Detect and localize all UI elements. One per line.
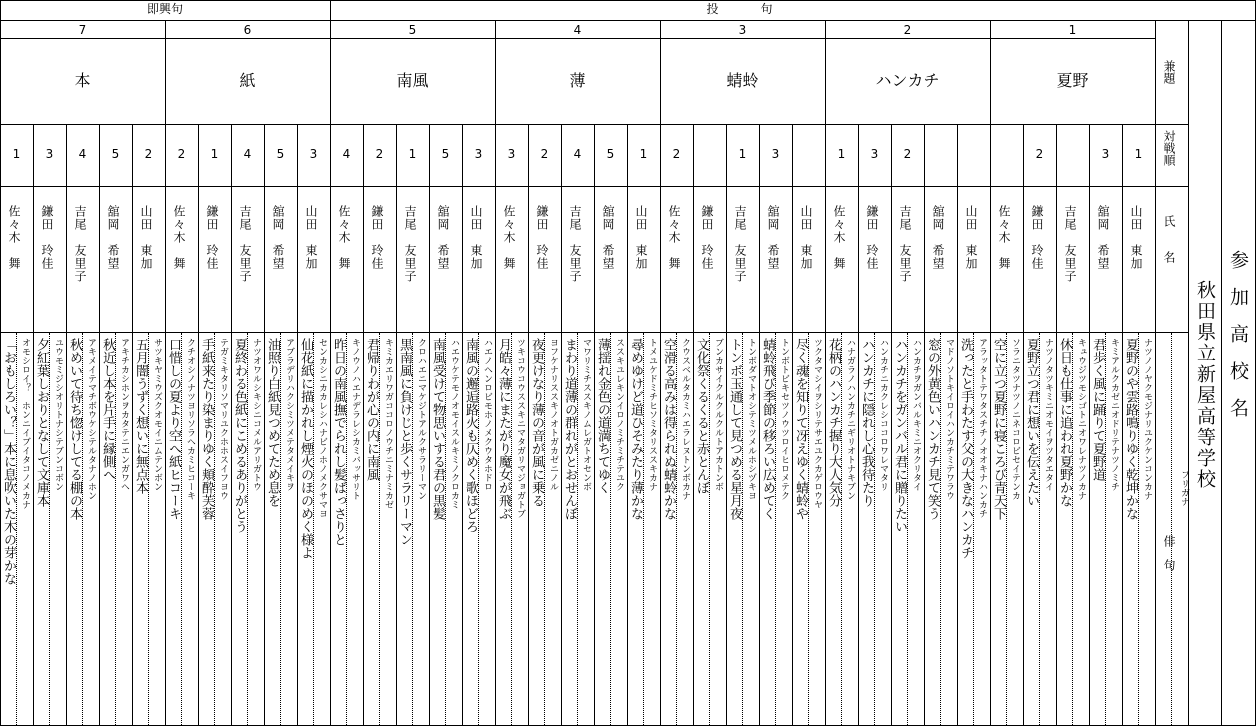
match-order: 3 xyxy=(474,147,483,161)
furigana-separator xyxy=(214,333,215,725)
haiku-furigana: サツキヤミウズクオモイニムテンボン xyxy=(152,338,162,491)
match-order: 1 xyxy=(408,147,417,161)
haiku-text: 夕紅葉しおりとなして文庫本 xyxy=(34,338,49,507)
haiku-text: 君歩く風に踊りて夏野道 xyxy=(1090,338,1105,481)
corner-line xyxy=(1155,20,1256,21)
entrant-name: 山田 東加 xyxy=(304,205,318,270)
haiku-furigana: ブンカサイクルクルクルトアカトンボ xyxy=(713,338,723,491)
haiku-furigana: マドノソトキイロイハンカチミテワラウ xyxy=(944,338,954,500)
label-furigana-separator xyxy=(1171,333,1172,725)
haiku-furigana: クロハエニマケジトアルクサラリーマン xyxy=(416,338,426,500)
haiku-text: 黒南風に負けじと歩くサラリーマン xyxy=(397,338,412,546)
match-order: 4 xyxy=(342,147,351,161)
furigana-separator xyxy=(676,333,677,725)
furigana-separator xyxy=(16,333,17,725)
haiku-text: 南風の邂逅路火も仄めく歌ほどろ xyxy=(463,338,478,533)
haiku-furigana: ヨフケナリススキノオトガカゼニノル xyxy=(548,338,558,491)
entrant-name: 鎌田 玲佳 xyxy=(1030,205,1044,270)
entrant-name: 山田 東加 xyxy=(1129,205,1143,270)
haiku-text: 窓の外黄色いハンカチ見て笑う xyxy=(925,338,940,520)
label-column-divider xyxy=(1188,20,1189,726)
haiku-furigana: キミカエリワガココロノウチニミナミカゼ xyxy=(383,338,393,509)
entrant-name: 佐々木 舞 xyxy=(997,205,1011,270)
haiku-text: 君帰りわが心の内に南風 xyxy=(364,338,379,481)
haiku-furigana: ハンカチヲガンバルキミニオクリタイ xyxy=(911,338,921,491)
entrant-name: 山田 東加 xyxy=(799,205,813,270)
furigana-separator xyxy=(1105,333,1106,725)
match-order: 3 xyxy=(45,147,54,161)
furigana-label: フリガナ xyxy=(1179,470,1189,506)
haiku-furigana: マワリミチススキノムレガトオセンボ xyxy=(581,338,591,491)
entrant-name: 鎌田 玲佳 xyxy=(865,205,879,270)
haiku-furigana: トンボトビキセツノウツロイヒロメテク xyxy=(779,338,789,500)
match-order: 2 xyxy=(144,147,153,161)
haiku-text: 洗ったと手わたす父の大きなハンカチ xyxy=(958,338,973,559)
furigana-separator xyxy=(1138,333,1139,725)
furigana-separator xyxy=(940,333,941,725)
match-order: 2 xyxy=(375,147,384,161)
furigana-separator xyxy=(49,333,50,725)
furigana-separator xyxy=(874,333,875,725)
furigana-separator xyxy=(247,333,248,725)
match-order: 3 xyxy=(771,147,780,161)
entrant-name: 舘岡 希望 xyxy=(931,205,945,270)
haiku-text: 「おもしろい？」本に息吹いた木の芽かな xyxy=(1,338,16,585)
entrant-name: 吉尾 友里子 xyxy=(403,205,417,283)
round-topic: 本 xyxy=(74,71,91,90)
furigana-separator xyxy=(610,333,611,725)
match-order: 2 xyxy=(177,147,186,161)
haiku-furigana: キミアルクカゼニオドリテナツノミチ xyxy=(1109,338,1119,491)
entrant-name: 舘岡 希望 xyxy=(106,205,120,270)
furigana-separator xyxy=(115,333,116,725)
entrant-name: 佐々木 舞 xyxy=(667,205,681,270)
match-order: 5 xyxy=(111,147,120,161)
haiku-furigana: ソラニタツナツノニネコロビセイテンカ xyxy=(1010,338,1020,500)
match-order: 5 xyxy=(441,147,450,161)
match-order: 2 xyxy=(1035,147,1044,161)
match-order: 5 xyxy=(606,147,615,161)
haiku-text: 薄揺れ金色の道満ちてゆく xyxy=(595,338,610,494)
entrant-name: 鎌田 玲佳 xyxy=(40,205,54,270)
round-topic: 夏野 xyxy=(1056,71,1089,90)
match-order: 3 xyxy=(870,147,879,161)
haiku-text: 蜻蛉飛び季節の移ろい広めてく xyxy=(760,338,775,520)
haiku-furigana: ススキユレキンイロノミチミチテユク xyxy=(614,338,624,491)
haiku-text: 昨日の南風撫でられし髪ばっさりと xyxy=(331,338,346,546)
haiku-text: 秋近し本を片手に縁側へ xyxy=(100,338,115,481)
entrant-name: 佐々木 舞 xyxy=(337,205,351,270)
taisen-label: 対戦順 xyxy=(1162,130,1176,166)
haiku-furigana: ナツオワルシキシニコメルアリガトウ xyxy=(251,338,261,491)
entrant-name: 吉尾 友里子 xyxy=(1063,205,1077,283)
haiku-text: 夏野立つ君に想いを伝えたい xyxy=(1024,338,1039,507)
furigana-separator xyxy=(148,333,149,725)
table-border-bottom xyxy=(0,725,1256,726)
furigana-separator xyxy=(808,333,809,725)
entrant-name: 吉尾 友里子 xyxy=(568,205,582,283)
entrant-name: 舘岡 希望 xyxy=(601,205,615,270)
kendai-label: 兼題 xyxy=(1162,60,1176,84)
table-border-top xyxy=(0,0,1256,1)
haiku-label: 俳 句 xyxy=(1162,535,1176,571)
haiku-text: ハンカチに隠れし心我待たり xyxy=(859,338,874,507)
entrant-name: 佐々木 舞 xyxy=(172,205,186,270)
haiku-furigana: ユウモミジシオリトナシテブンコボン xyxy=(53,338,63,491)
round-number: 1 xyxy=(1068,23,1077,37)
match-order: 4 xyxy=(573,147,582,161)
match-order: 3 xyxy=(309,147,318,161)
round-number: 4 xyxy=(573,23,582,37)
match-order: 1 xyxy=(12,147,21,161)
haiku-furigana: クチオシノナツヨリソラヘカミヒコーキ xyxy=(185,338,195,500)
match-order: 2 xyxy=(903,147,912,161)
haiku-text: まわり道薄の群れがとおせんぼ xyxy=(562,338,577,520)
haiku-text: 夜更けなり薄の音が風に乗る xyxy=(529,338,544,507)
haiku-furigana: ハナガラノハンカチニギリオトナキブン xyxy=(845,338,855,500)
school-name: 秋田県立新屋高等学校 xyxy=(1194,280,1216,490)
haiku-furigana: アキチカシホンヲカタテニエンガワヘ xyxy=(119,338,129,491)
entrant-name: 鎌田 玲佳 xyxy=(700,205,714,270)
match-order: 1 xyxy=(738,147,747,161)
entrant-name: 佐々木 舞 xyxy=(832,205,846,270)
furigana-separator xyxy=(1072,333,1073,725)
match-order: 2 xyxy=(540,147,549,161)
haiku-text: 南風受けて物思いする君の黒髪 xyxy=(430,338,445,520)
furigana-separator xyxy=(709,333,710,725)
haiku-furigana: ツクタマシイヲシリテサエユクカゲロウヤ xyxy=(812,338,822,509)
school-column-divider xyxy=(1221,20,1222,726)
haiku-text: 夏野のや雲路鳴りゆく乾坤かな xyxy=(1123,338,1138,520)
entrant-name: 吉尾 友里子 xyxy=(898,205,912,283)
haiku-furigana: ハエノヘンロビモホノメクウタホドロ xyxy=(482,338,492,491)
furigana-separator xyxy=(643,333,644,725)
round-number: 2 xyxy=(903,23,912,37)
shimei-label: 氏 名 xyxy=(1162,215,1176,263)
haiku-text: 花柄のハンカチ握り大人気分 xyxy=(826,338,841,507)
furigana-separator xyxy=(82,333,83,725)
round-number: 6 xyxy=(243,23,252,37)
furigana-separator xyxy=(1006,333,1007,725)
round-topic: 南風 xyxy=(396,71,429,90)
entrant-name: 佐々木 舞 xyxy=(502,205,516,270)
haiku-text: 夏終わる色紙にこめるありがとう xyxy=(232,338,247,533)
entrant-name: 吉尾 友里子 xyxy=(73,205,87,283)
haiku-furigana: テガミキタリソマリユクホホスイフヨウ xyxy=(218,338,228,500)
section-header-line xyxy=(0,20,1156,21)
haiku-furigana: ハエウケテモノオモイスルキミノクロカミ xyxy=(449,338,459,509)
round-number: 3 xyxy=(738,23,747,37)
match-order: 1 xyxy=(837,147,846,161)
haiku-text: 尋めゆけど道ひそみたり薄かな xyxy=(628,338,643,520)
haiku-text: 休日も仕事に追われ夏野かな xyxy=(1057,338,1072,507)
entrant-name: 山田 東加 xyxy=(469,205,483,270)
haiku-text: 五月闇うずく想いに無点本 xyxy=(133,338,148,494)
entrant-name: 吉尾 友里子 xyxy=(733,205,747,283)
entrant-name: 山田 東加 xyxy=(634,205,648,270)
furigana-separator xyxy=(280,333,281,725)
entrant-name: 山田 東加 xyxy=(139,205,153,270)
entrant-name: 鎌田 玲佳 xyxy=(370,205,384,270)
match-order: 3 xyxy=(507,147,516,161)
round-topic: ハンカチ xyxy=(875,71,940,90)
haiku-furigana: クウスベルタカミハエラレヌトンボカナ xyxy=(680,338,690,500)
furigana-separator xyxy=(511,333,512,725)
haiku-furigana: ツキコウコウススキニマタガリマジョガトブ xyxy=(515,338,525,518)
haiku-furigana: ハンカチニカクレシココロワレマタリ xyxy=(878,338,888,491)
haiku-furigana: センカシニカカレシハナビノホノメクサマヨ xyxy=(317,338,327,518)
furigana-separator xyxy=(379,333,380,725)
match-order: 3 xyxy=(1101,147,1110,161)
furigana-separator xyxy=(478,333,479,725)
haiku-text: ハンカチをガンバル君に贈りたい xyxy=(892,338,907,533)
haiku-furigana: ナツノノヤクモジナリユクケンコンカナ xyxy=(1142,338,1152,500)
haiku-text: トンボ玉通して見つめる星月夜 xyxy=(727,338,742,520)
furigana-separator xyxy=(907,333,908,725)
furigana-separator xyxy=(181,333,182,725)
entrant-name: 佐々木 舞 xyxy=(7,205,21,270)
haiku-furigana: アラッタトテワタスチチノオオキナハンカチ xyxy=(977,338,987,518)
participant-school-label: 参加高校名 xyxy=(1227,250,1249,435)
furigana-separator xyxy=(445,333,446,725)
entrant-name: 鎌田 玲佳 xyxy=(535,205,549,270)
furigana-separator xyxy=(742,333,743,725)
furigana-separator xyxy=(973,333,974,725)
match-order: 1 xyxy=(210,147,219,161)
round-number: 5 xyxy=(408,23,417,37)
haiku-text: 仙花紙に描かれし煙火のほのめく様よ xyxy=(298,338,313,559)
haiku-text: 油照り白紙見つめてため息を xyxy=(265,338,280,507)
furigana-separator xyxy=(544,333,545,725)
entrant-name: 吉尾 友里子 xyxy=(238,205,252,283)
haiku-furigana: アキメイテマチボウケシテルタナノホン xyxy=(86,338,96,500)
match-order: 1 xyxy=(1134,147,1143,161)
furigana-separator xyxy=(841,333,842,725)
haiku-text: 空に立つ夏野に寝ころび青天下 xyxy=(991,338,1006,520)
table-border-right xyxy=(1255,0,1256,726)
furigana-separator xyxy=(346,333,347,725)
sokkyo-section-header: 即興句 xyxy=(146,2,183,16)
haiku-text: 手紙来たり染まりゆく頬酔芙蓉 xyxy=(199,338,214,520)
furigana-separator xyxy=(412,333,413,725)
haiku-furigana: トメユケドミチヒソミタリススキカナ xyxy=(647,338,657,491)
entrant-name: 舘岡 希望 xyxy=(766,205,780,270)
match-order: 2 xyxy=(672,147,681,161)
haiku-furigana: ナツノタツキミニオモイヲツタエタイ xyxy=(1043,338,1053,491)
furigana-separator xyxy=(577,333,578,725)
round-topic: 蜻蛉 xyxy=(726,71,759,90)
haiku-furigana: アブラデリハクシミツメテタメイキヲ xyxy=(284,338,294,491)
haiku-text: 文化祭くるくると赤とんぼ xyxy=(694,338,709,494)
entrant-name: 鎌田 玲佳 xyxy=(205,205,219,270)
furigana-separator xyxy=(775,333,776,725)
match-order: 1 xyxy=(639,147,648,161)
entrant-name: 山田 東加 xyxy=(964,205,978,270)
match-order: 5 xyxy=(276,147,285,161)
haiku-text: 尽く魂を知りて冴えゆく蜻蛉や xyxy=(793,338,808,520)
round-topic: 紙 xyxy=(239,71,256,90)
haiku-furigana: オモシロイ？ ホンニイブイタコノメカナ xyxy=(20,338,30,509)
furigana-separator xyxy=(1039,333,1040,725)
haiku-text: 秋めいて待ち惚けしてる棚の本 xyxy=(67,338,82,520)
entrant-name: 舘岡 希望 xyxy=(1096,205,1110,270)
entrant-name: 舘岡 希望 xyxy=(271,205,285,270)
match-order: 4 xyxy=(78,147,87,161)
haiku-text: 空滑る高みは得られぬ蜻蛉かな xyxy=(661,338,676,520)
round-divider xyxy=(1155,20,1156,726)
round-number: 7 xyxy=(78,23,87,37)
haiku-text: 口惜しの夏より空へ紙ヒコーキ xyxy=(166,338,181,520)
furigana-separator xyxy=(313,333,314,725)
match-order: 4 xyxy=(243,147,252,161)
haiku-furigana: トンボダマトオシテミツメルホシヅキヨ xyxy=(746,338,756,500)
entrant-name: 舘岡 希望 xyxy=(436,205,450,270)
toku-section-header: 投 句 xyxy=(706,2,779,16)
round-topic: 薄 xyxy=(569,71,586,90)
haiku-text: 月皓々薄にまたがり魔女が飛ぶ xyxy=(496,338,511,520)
haiku-furigana: キュウジツモシゴトニオワレナツノカナ xyxy=(1076,338,1086,500)
round-number-line xyxy=(0,38,1156,39)
haiku-furigana: キノウノハエナデラレシカミバッサリト xyxy=(350,338,360,500)
